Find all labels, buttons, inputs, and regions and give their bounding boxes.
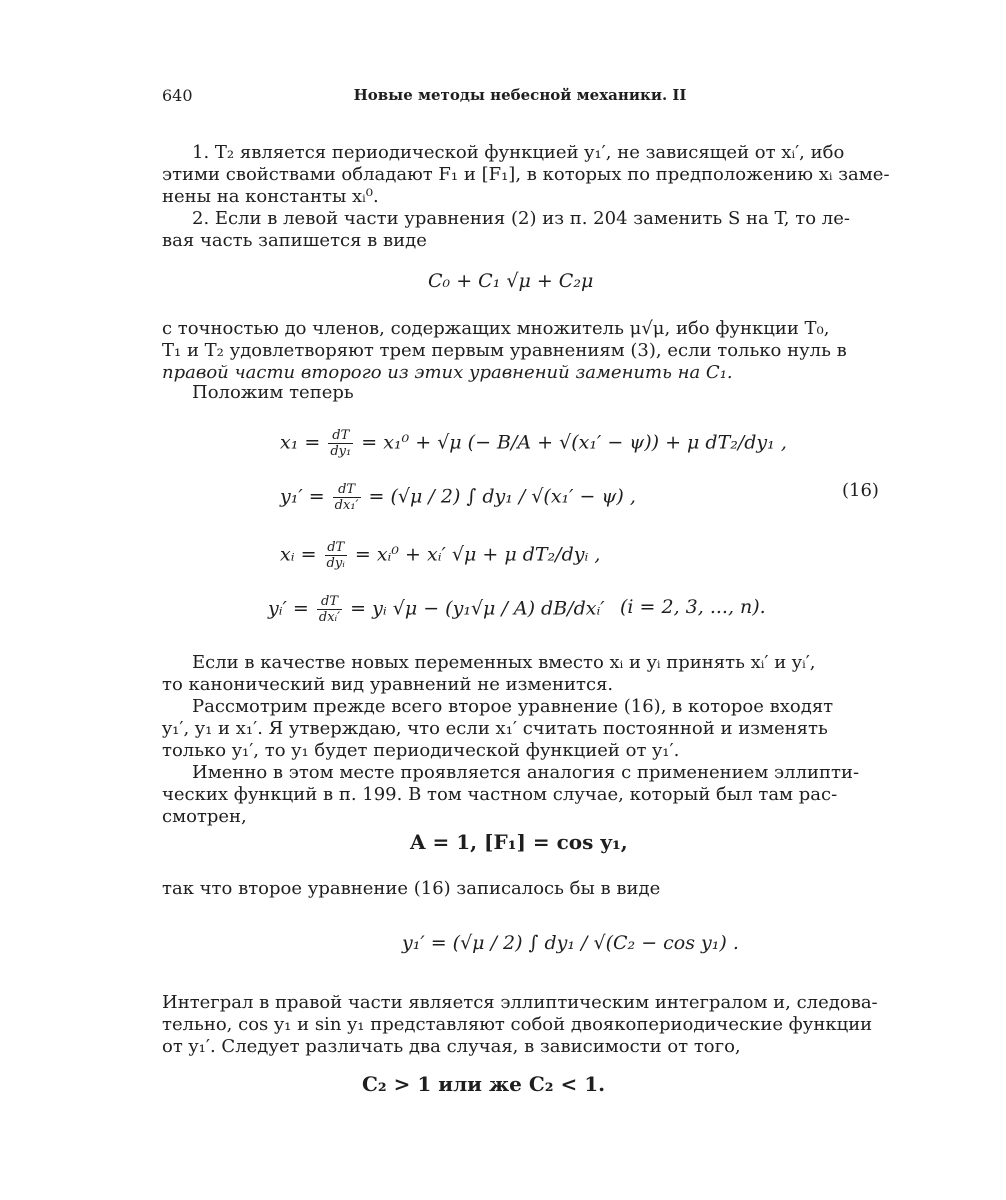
text-line: 1. T₂ является периодической функцией y₁′, не зависящей от xᵢ′, ибо (192, 142, 845, 163)
text-line: Рассмотрим прежде всего второе уравнение (16), в которое входят (192, 696, 834, 717)
equation-y: y₁′ = (√μ / 2) ∫ dy₁ / √(C₂ − cos y₁) . (402, 932, 739, 954)
equation-c: C₀ + C₁ √μ + C₂μ (428, 270, 594, 292)
text-line: Положим теперь (192, 382, 354, 403)
text-line: нены на константы xᵢ⁰. (162, 186, 379, 207)
paragraph-9 (162, 992, 878, 1058)
paragraph-7 (162, 762, 878, 828)
running-title: Новые методы небесной механики. II (353, 86, 687, 104)
eq-rhs: = (√μ / 2) ∫ dy₁ / √(x₁′ − ψ) , (368, 485, 636, 508)
eq-lhs: xᵢ = (280, 543, 317, 566)
text-line: только y₁′, то y₁ будет периодической функцией от y₁′. (162, 740, 680, 761)
text-line: Именно в этом месте проявляется аналогия с применением эллипти- (192, 762, 860, 783)
paragraph-5 (162, 652, 878, 696)
fraction: $\frac{dT}{\text{dyᵢ}}$ (326, 540, 345, 571)
index-range: (i = 2, 3, ..., n). (620, 596, 766, 618)
equation-16-line-1 (280, 428, 787, 459)
text-line: 2. Если в левой части уравнения (2) из п. 204 заменить S на T, то ле- (192, 208, 850, 229)
fraction: $\frac{dT}{\text{dx₁′}}$ (334, 482, 359, 513)
text-line: T₁ и T₂ удовлетворяют трем первым уравнениям (3), если только нуль в (162, 340, 847, 361)
text-line: то канонический вид уравнений не изменится. (162, 674, 614, 695)
page-number: 640 (162, 86, 193, 105)
equation-16-line-3 (280, 540, 600, 571)
text-line: от y₁′. Следует различать два случая, в зависимости от того, (162, 1036, 741, 1057)
text-line: вая часть запишется в виде (162, 230, 427, 251)
paragraph-8 (162, 878, 878, 900)
text-line: с точностью до членов, содержащих множитель μ√μ, ибо функции T₀, (162, 318, 830, 339)
eq-rhs: = x₁⁰ + √μ (− B/A + √(x₁′ − ψ)) + μ dT₂/dy₁ , (361, 431, 787, 454)
eq-lhs: x₁ = (280, 431, 321, 454)
paragraph-2 (162, 208, 878, 252)
page-header (162, 86, 878, 112)
text-line: этими свойствами обладают F₁ и [F₁], в которых по предположению xᵢ заме- (162, 164, 890, 185)
text-line: y₁′, y₁ и x₁′. Я утверждаю, что если x₁′ считать постоянной и изменять (162, 718, 828, 739)
text-line: Если в качестве новых переменных вместо xᵢ и yᵢ принять xᵢ′ и yᵢ′, (192, 652, 816, 673)
text-line: так что второе уравнение (16) записалось бы в виде (162, 878, 661, 899)
eq-lhs: yᵢ′ = (268, 597, 309, 620)
text-line: правой части второго из этих уравнений заменить на C₁. (162, 362, 733, 383)
paragraph-1 (162, 142, 890, 208)
equation-final: C₂ > 1 или же C₂ < 1. (362, 1072, 606, 1096)
equation-number: (16) (842, 480, 879, 501)
equation-16-line-4 (268, 594, 605, 625)
equation-a: A = 1, [F₁] = cos y₁, (410, 830, 628, 854)
paragraph-3 (162, 318, 878, 384)
paragraph-4 (162, 382, 878, 404)
paragraph-6 (162, 696, 878, 762)
text-line: Интеграл в правой части является эллиптическим интегралом и, следова- (162, 992, 878, 1013)
fraction: $\frac{dT}{\text{dy₁}}$ (330, 428, 352, 459)
text-line: ческих функций в п. 199. В том частном случае, который был там рас- (162, 784, 838, 805)
text-line: тельно, cos y₁ и sin y₁ представляют собой двоякопериодические функции (162, 1014, 873, 1035)
eq-lhs: y₁′ = (280, 485, 325, 508)
eq-rhs: = yᵢ √μ − (y₁√μ / A) dB/dxᵢ′ (350, 597, 605, 620)
eq-rhs: = xᵢ⁰ + xᵢ′ √μ + μ dT₂/dyᵢ , (354, 543, 601, 566)
text-line: смотрен, (162, 806, 247, 827)
equation-16-line-2 (280, 482, 636, 513)
fraction: $\frac{dT}{\text{dxᵢ′}}$ (318, 594, 341, 625)
